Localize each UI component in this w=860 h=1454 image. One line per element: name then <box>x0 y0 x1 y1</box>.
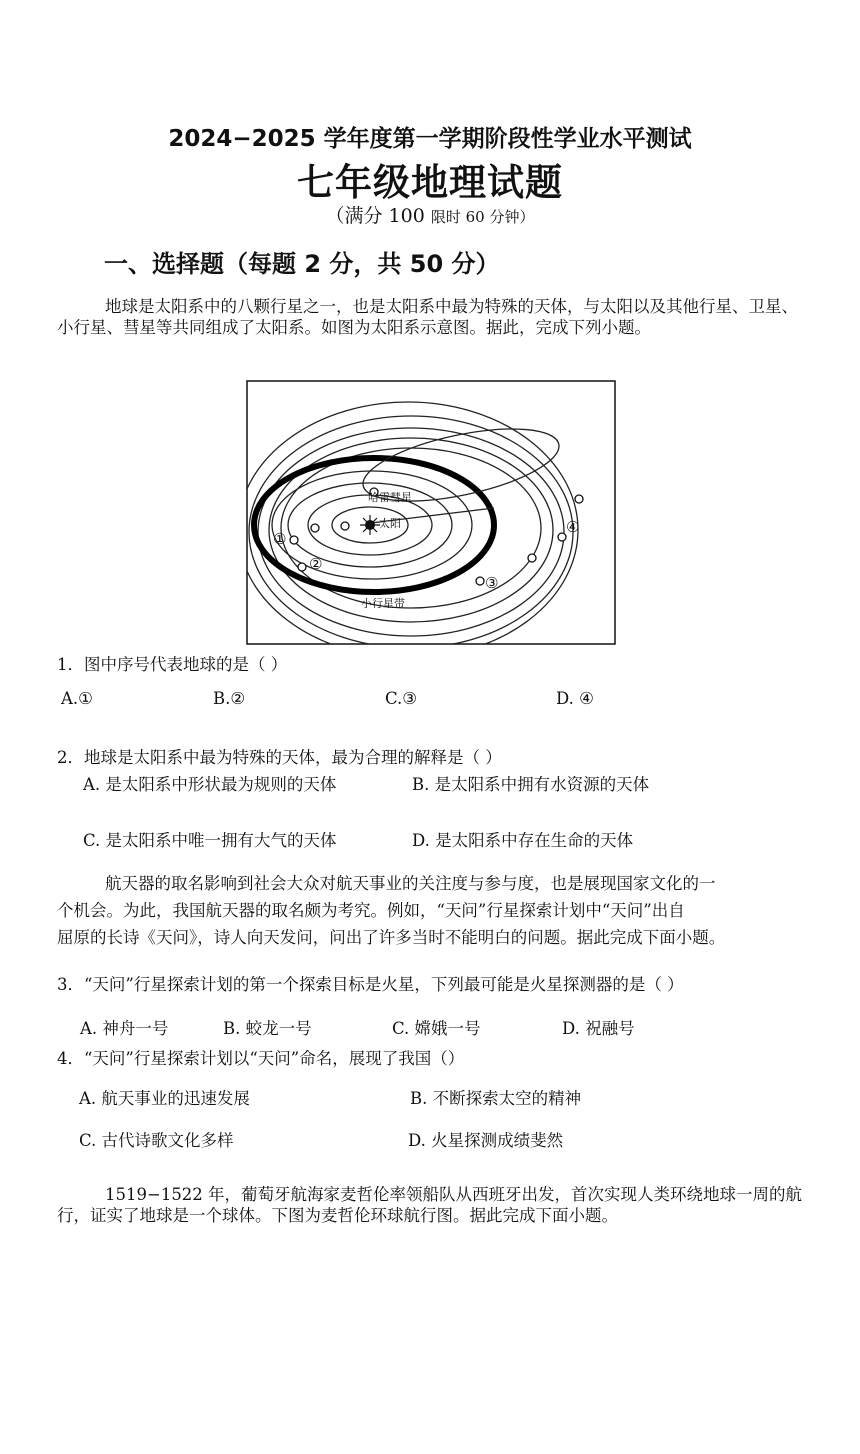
solar-system-figure <box>246 380 616 645</box>
belt-label: 小行星带 <box>361 597 405 610</box>
question-2-stem: 2．地球是太阳系中最为特殊的天体，最为合理的解释是（ ） <box>57 748 502 767</box>
planet-jupiter <box>476 577 484 585</box>
passage-2-line-2: 个机会。为此，我国航天器的取名颇为考究。例如，“天问”行星探索计划中“天问”出自 <box>57 901 685 920</box>
q3-option-a[interactable]: A. 神舟一号 <box>80 1019 169 1038</box>
sun-icon <box>360 515 380 535</box>
q2-option-a[interactable]: A. 是太阳系中形状最为规则的天体 <box>83 775 337 794</box>
q2-option-c[interactable]: C. 是太阳系中唯一拥有大气的天体 <box>83 831 337 850</box>
exam-header: 2024−2025 学年度第一学期阶段性学业水平测试 <box>168 126 692 152</box>
marker-1: ① <box>273 530 287 548</box>
score-text: （满分 100 <box>325 205 425 227</box>
q3-option-d[interactable]: D. 祝融号 <box>562 1019 635 1038</box>
q2-option-d[interactable]: D. 是太阳系中存在生命的天体 <box>412 831 634 850</box>
q4-option-d[interactable]: D. 火星探测成绩斐然 <box>408 1131 564 1150</box>
passage-2-line-3: 屈原的长诗《天问》，诗人向天发问，问出了许多当时不能明白的问题。据此完成下面小题。 <box>57 928 726 947</box>
question-4-stem: 4．“天问”行星探索计划以“天问”命名，展现了我国（） <box>57 1049 465 1068</box>
passage-text: 地球是太阳系中的八颗行星之一，也是太阳系中最为特殊的天体，与太阳以及其他行星、卫星、小行星、彗星等共同组成了太阳系。如图为太阳系示意图。据此，完成下列小题。 <box>57 297 798 337</box>
marker-2: ② <box>309 555 323 573</box>
planet-earth <box>290 536 298 544</box>
planet-uranus <box>558 533 566 541</box>
passage-2-line-1: 航天器的取名影响到社会大众对航天事业的关注度与参与度，也是展现国家文化的一 <box>105 874 716 893</box>
q3-option-c[interactable]: C. 嫦娥一号 <box>392 1019 481 1038</box>
planet-mercury <box>341 522 349 530</box>
q1-option-d[interactable]: D. ④ <box>556 689 594 708</box>
passage-solar-system <box>57 296 805 338</box>
exam-title: 七年级地理试题 <box>297 160 563 204</box>
passage-magellan <box>57 1184 805 1226</box>
q4-option-a[interactable]: A. 航天事业的迅速发展 <box>79 1089 250 1108</box>
planet-venus <box>311 524 319 532</box>
q1-option-a[interactable]: A.① <box>61 689 93 708</box>
q1-option-b[interactable]: B.② <box>213 689 246 708</box>
planet-mars <box>298 563 306 571</box>
q4-option-b[interactable]: B. 不断探索太空的精神 <box>410 1089 582 1108</box>
q1-option-c[interactable]: C.③ <box>385 689 418 708</box>
exam-score-info <box>0 201 860 228</box>
q4-option-c[interactable]: C. 古代诗歌文化多样 <box>79 1131 234 1150</box>
section-title: 一、选择题（每题 2 分，共 50 分） <box>104 250 500 278</box>
passage-3-text: 1519−1522 年，葡萄牙航海家麦哲伦率领船队从西班牙出发，首次实现人类环绕地球一周的航行，证实了地球是一个球体。下图为麦哲伦环球航行图。据此完成下面小题。 <box>57 1185 803 1225</box>
question-3-stem: 3．“天问”行星探索计划的第一个探索目标是火星，下列最可能是火星探测器的是（ ） <box>57 975 684 994</box>
question-1-stem: 1．图中序号代表地球的是（ ） <box>57 655 288 674</box>
marker-3: ③ <box>485 574 499 592</box>
q2-option-b[interactable]: B. 是太阳系中拥有水资源的天体 <box>412 775 650 794</box>
comet-label: 哈雷彗星 <box>368 491 412 504</box>
marker-4: ④ <box>566 518 580 536</box>
time-limit-text: 限时 60 分钟） <box>430 208 535 226</box>
q3-option-b[interactable]: B. 蛟龙一号 <box>223 1019 312 1038</box>
planet-neptune <box>575 495 583 503</box>
sun-label: 太阳 <box>379 517 401 530</box>
planet-saturn <box>528 554 536 562</box>
